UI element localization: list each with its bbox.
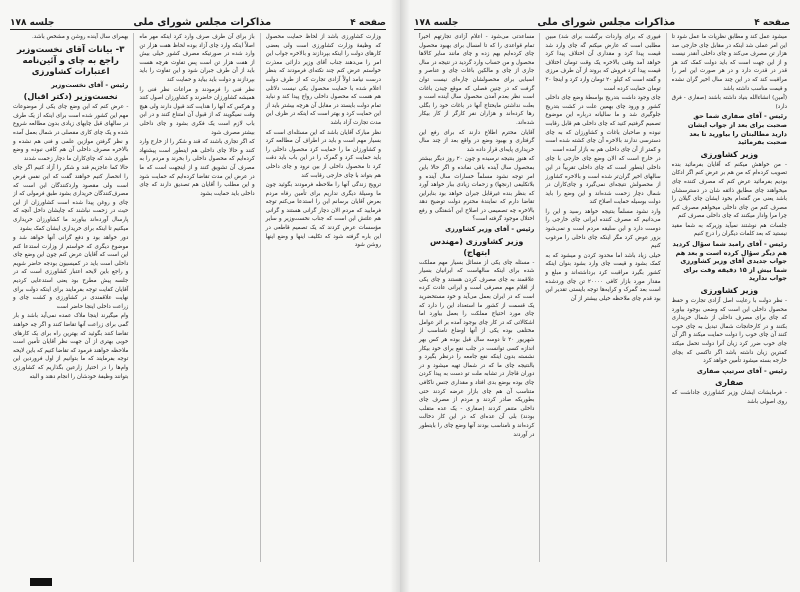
- speaker-heading: وزیر کشاورزی (مهندس ابتهاج): [430, 236, 524, 257]
- paragraph: - نظر دولت با رعایت اصل آزادی تجارت و حفظ محصول داخلی این است که وضعی بوجود بیاورد که چای برای مصرف داخلی از شمال خریداری بکنند و در کارخانجات شمال تبدیل به چای خوب کنند آن چای خوب را دولت حمایت میکند و اگر آن چای خوب ضرر کرد زیان آنرا دولت تحمل میکند کمترین زیان داشته باشد اگر تاکسی که بچای خارجه بسته میشود تأمین خواهد کرد: [671, 298, 787, 365]
- speaker-label: رئیس - آقای سرتیپ صفاری: [696, 366, 787, 375]
- page-number: صفحه ۴: [350, 18, 386, 28]
- gutter-shadow: [390, 0, 400, 592]
- print-mark: [30, 578, 52, 586]
- paragraph: (آمین) انشاءالله بنیاد داشته باشند (صفاری - فرق دارد): [671, 95, 787, 110]
- paragraph: خیلی زیاد باشد اما محدود کردن و میشود که به کمک بشود و قیمت چای وارد بشود بنوان اینکه کشور بگیرد مراقبت کرد برداشته‌اند و مبلغ و مقدار مورد بازار کافی ۲۰۰۰۰ تن چای وردشده است بعد گمرک و کرایه‌ها توجه بایستی تقدیر این بود قدم چای ملاحظه خیلی بیشتر از آن: [545, 252, 661, 302]
- section-heading: ۳- بیانات آقای نخست‌وزیر راجع به چای و آئین‌نامه اعتبارات کشاورزی: [16, 44, 125, 77]
- paragraph: بهمرای سال آینده روشن و مشخص باشد.: [32, 34, 129, 40]
- column-container: [414, 33, 792, 562]
- column-container: [8, 33, 386, 562]
- column: [666, 33, 792, 562]
- speaker-label: رئیس - آقای رامبد شما سؤال کردید هم دیگر سؤال کرده است و بعد هم جواب جدیدی آقای وزیر کشاورزی شما بیش از ۱۵ دقیقه وقت برای جواب ندارید: [672, 240, 787, 283]
- paragraph: وزارت کشاورزی باشد از لحاظ حمایت محصول که وظیفهٔ وزارت کشاورزی است ولی بعضی کارهای دولت را اینکه بپردازند و بالاخره جواب این امر را می‌دهند جناب آقای وزیر دارائی معذرت خواستم عرض کنم چند نکته‌ای فرمودند که بنظر درست نیامد اولاً آزادی تجارت که از طرف دولت اعلام شده با حمایت محصول یکی نیست دلائلی هم هست که محصول داخلی رواج پیدا کند و نباید تمام دولت بایستد در مقابل آن هرچه بیشتر باید از این حمایت کرد و بهتر است که اینکه در ظرف این مدت تجارت آزاد باشد: [265, 34, 381, 126]
- column: [414, 33, 539, 562]
- speaker-heading: وزیر کشاورزی: [700, 286, 759, 296]
- paragraph: نظر مبارک آقایان باشد که این مسئله‌ای است که بسیار مهم است و باید در اطراف آن مطالعه کرد و کشاورزان ما را حمایت کرد محصول داخلی را باید حمایت کرد و گمرک را در این باب باید دقت کرد تا محصول داخلی از بین نرود و چای داخلی هم بتواند با چای خارجی رقابت کند: [265, 129, 381, 179]
- publication-title: مذاکرات مجلس شورای ملی: [537, 17, 676, 28]
- session-number: جلسه ۱۷۸: [414, 18, 459, 28]
- paragraph: میشود عمل کند و مطابق نظریات ما عمل شود تا این امر عملی شد اینکه در مقابل چای خارجی صد هزار تن مصرف می‌کند و چای داخلی آنقدر نیست و از این جهت است که باید دولت کمک کند هر قدر در قدرت دارد و در هر صورت این امر را مراقبت کند که در این چند سال اخیر گران نشده و قیمت مناسب داشته باشد: [671, 34, 787, 92]
- speaker-label: رئیس - آقای نخست‌وزیر: [51, 80, 129, 89]
- page-header: [10, 12, 386, 28]
- header-rule: [10, 29, 386, 30]
- speaker-label: رئیس - آقای صفاری شما حق صحبت برای بعد از جواب ایشان دارید مطالبتان را بیاورید تا بعد صحبت بفرمائید: [687, 112, 787, 147]
- session-number: جلسه ۱۷۸: [10, 18, 55, 28]
- paragraph: وام میگیرند اینجا ملاک عمده نمی‌آید باشد و بار گمی برای زراعت آنها تقاضا کنند و اگر چه خواهند تقاضا کنند بگوئید که بهترین راه برای یک کارهای خوبی بهتری از آن جهت نظر آقایان تأمین است ملاحظه خواهند فرمود که تقاضا کنیم که باین لایحه توجه بفرمایند که ما بتوانیم از اول فروردین این وام‌ها را در اختیار زارعین بگذاریم که کشاورزی بتوانند وظیفهٔ خودشان را انجام دهند و البته: [13, 313, 129, 380]
- right-page: [400, 0, 800, 592]
- paragraph: که اگر تجاری باشند که قند و شکر را از خارج وارد کنند و حالا چای داخلی هم اینطور است پیشنهاد کرده‌ایم که محصول داخلی را بخرند و مردم را به مصرف آن تشویق کنند و از اینجهت است که ما در عرض این مدت تقاضا کرده‌ایم که حمایت شود و این مطلب را آقایان هم تصدیق دارند که چای داخلی باید حمایت بشود: [139, 139, 255, 197]
- page-header: [414, 12, 790, 28]
- speaker-heading: وزیر کشاورزی: [700, 149, 759, 159]
- column: [8, 33, 133, 562]
- speaker-heading: نخست‌وزیر (دکتر اقبال): [23, 92, 118, 102]
- paragraph: آقایان محترم اطلاع دارند که برای رفع این گرفتاری و بهبود وضع در واقع بعد از چند سال خریداری پایه‌ای قرار داده شد: [419, 129, 535, 153]
- paragraph: - من خواهش میکنم که آقایان بفرمائید بنده تصویب کرده‌ام که من هم بر عرض کنم اگر ادکان بودیم بفرمائید عرض کنم که مصرف کننده چای میخواهند چای مطابق ذائقه شان در دسترسشان باشد یعنی من گفته‌ام بخود ایشان چای گیلان را مصرف کنم من چای داخلی میخواهم مصرف کنم چرا مرا وادار میکنند که چای داخلی مصرف کنم: [671, 161, 787, 220]
- paragraph: حالا کما عاجزیم قند و شکر را آزاد کنیم اگر چای را انحصار کنیم خواهند گفت که این نفس فرض است ولی مقصود واردکنندگان این است که مصرف‌کنندگان خریداری بشود طبق فرمولی که از چای و روغن پیدا شده است کشاورزان از این حیث در زحمت نباشند که چایشان داخل آنچه که پارسال آورده‌اند بیاورند ما کشاورزان خریداری میکنیم تا اینکه برای خریداری ایشان کمک بشود: [13, 165, 129, 232]
- column: [260, 33, 386, 562]
- paragraph: نظر فنی را فرمودند و مراعات نظر فنی را همیشه کشاورزان حاضرند و کشاورزان اصول کنند و هرکس که آنها را هدایت کند قبول دارند ولی هیچ وقت نمیگویند که از قبول آن امتناع کنند و در این باب لازم است یک فکری بشود و چای داخلی بیشتر مصرف شود: [139, 86, 255, 136]
- speaker-label: رئیس - آقای وزیر کشاورزی: [445, 225, 535, 234]
- page-number: صفحه ۴: [754, 18, 790, 28]
- paragraph: دور خواهد بود و دفع گرانی آنها خواهد شد و موضوع دیگری که خواستم از وزارت استدعا کنم این است که آقایان عرض کنم چون این وضع چای داخلی است باید در کمیسیون بودجه حاضر شویم و راجع باین لایحه اعتبار کشاورزی است که در جلسه پیش مطرح بود یعنی استدعایی کردیم آقایان کفایت توجه بفرمایند برای اینکه دولت برای نهایت علاقمندی در کشاورزی و کشت چای و زراعت داخلی اینجا حاضر است: [13, 235, 129, 310]
- paragraph: - عرض کنم که این وضع چای یکی از موضوعات مهم این کشور شده است برای اینکه از یک طرف در سالهای قبل چایهای زیادی بدون مطالعه شروع شده و یک چای کاری مفصلی در شمال بعمل آمده و نظر گرفتن موازین علمی و فنی هم نشده و بالاخره مصرف داخلی آن هم کافی نبوده و وضع طوری شد که چای‌کاران ما دچار زحمت شدند: [13, 104, 129, 162]
- paragraph: باز برای آن طرف صرف وارد کرد اینکه مهر ماه اصلاً اینکه وارد چای آزاد بوده لحاظ هفت هزار تن وارد شده در صورتیکه مصرف کشور خیلی بیش از هفت هزار تن است پس تفاوت هرچه هست باید از آن طرف جبران شود و این تفاوت را باید بپردازند و دولت باید بیاید و حمایت کند: [139, 34, 255, 83]
- gutter-shadow: [400, 0, 410, 592]
- paragraph: در خارج است که الان وضع چای خارجی با چای داخلی اینطور است که چای داخلی تقریباً در این سالهای اخیر گران‌تر شده است و بالاخره کشاورز از محصولش نتیجه‌ای نمی‌گیرد و چای‌کاران در شمال دچار زحمت شده‌اند و این وضع را باید دولت بوسیله حمایت اصلاح کند: [545, 156, 661, 206]
- paragraph: که هنوز بنتیجه نرسیده و چون ۲۰ روز دیگر بیشتر بمحصول سال آینده باقی نمانده و اگر حالا باین امر توجه نشود مسلماً خسارات سال آینده و بلاتکلیفی (رنجها) و زحمات زیادی ببار خواهد آورد که بنظر بنده غیرقابل جبران خواهد بود بنابراین تقاضا دارم که نمایندهٔ محترم دولت توضیح دهد بالاخره چه تصمیمی در اصلاح این آشفتگی و رفع اختلال موجود گرفته است؟: [419, 156, 535, 223]
- paragraph: ترویج زندگی آنها را ملاحظه فرمودند بگوئید چون ما وسیلهٔ دیگری نداریم برای تأمین رفاه مردم بعرض آقایان برسانم این را استدعا می‌کنم توجه فرمایید که مردم الان دچار گرانی هستند و گرانی هم علتش این است که جناب نخست‌وزیر و سایر مؤسسات عرض کردند که یک تصمیم قاطعی در این باره گرفته شود که تکلیف اینها و وضع اینها روشن شود: [265, 182, 381, 249]
- speaker-heading: صفاری: [715, 378, 744, 388]
- paragraph: - مسئله چای یکی از مسائل بسیار مهم مملکت شده برای اینکه سالهاست که ایرانیان بسیار علاقمند به چای مصرف کردن هستند و چای یکی از اقلام مهم مصرفی است و ایرانی عادت کرده است که در ایران بعمل می‌آید و خود مستحضرید یک قسمت از کشور ما استعداد این را دارد که چای مورد احتیاج مملکت را بعمل بیاورد اما اشکالاتی که در کار چای بوجود آمده بر اثر عوامل مختلفی بوده یکی از آنها اوضاع نامناسب از شهریور ۲۰ تا دوسه سال قبل بوده هر کس بهر اندازه کسی توانست در جلب نفع برای خود بیکار نشسته بدون اینکه نفع جامعه را درنظر بگیرد و بالنتیجه چای ما که در شمال تهیه میشود و در دوران قاجار در تشابه ملت تو دست به پیدا کردن چای بوده بوضع بدی افتاد و مقداری جنس ناکافی متناسب آن هم چای بازار عرضه کردند حتی بطوریکه صادر کردند و مردم از مصرف چای داخلی متنفر کردند (صفاری - یک عده متقلب بودند) بلی آن عده‌ای که در این کار دخالت کرده‌اند و نامناسب بودند آنها وضع چای را باینطور در آوردند: [419, 259, 535, 438]
- paragraph: فیوری که برای واردات برگشت برای شد) مبین مطلبی است که عارض میکنم گه چای وارد شد قیمت پیدا کرد و مقداری آن اختلاف پیدا کرد خواهد آمد وقتی بالاخره یک وقت تومان اختلاف قیمت پیدا کرد فروش که بروند از آن طرف مرزی و گفته است که کیلو ۲۰ تومان وارد کرد و اینجا ۳۰ تومان حمایت کرده است: [545, 34, 661, 92]
- column: [133, 33, 259, 562]
- paragraph: - فرمایشات ایشان وزیر کشاورزی جاداشت که روی اصولی باشد: [671, 390, 787, 405]
- paragraph: جلسات هم نوشتند نمیآید وزیرکه به شما مقید نیستید که بعد کلمات دیگران را درج کنیم: [671, 222, 787, 238]
- publication-title: مذاکرات مجلس شورای ملی: [133, 17, 272, 28]
- paragraph: وارد نشود مسلماً بنتیجه خواهد رسید و این را می‌دانیم که مصرف کننده ایرانی چای خارجی را دوست دارد و این سلیقه مردم است و نمی‌شود بزور عوض کرد مگر اینکه چای داخلی را مرغوب کنیم: [545, 208, 661, 250]
- paragraph: مساعدتی می‌شود - اعلام آزادی تجارتهم اخیراً تمام قواعدی را که تا امسال برای بهبود محصول چای کرده‌ایم بهم زده و چای مانند سایر کالاها محصول و من حساب وارد گردید در نتیجه در سال جاری از چای و مالکین باغات چای و عناصر و اسبابی برای محصولشان چاره‌ای نیست توان گرفت که در چنین فصلی که موقع چیدن باغات است نظر بعدم آمدن محصول سال آینده است و بعلت نداشتن مایحتاج آنها در باغات خود را بگلی رها کرده‌اند و هزاران نفر کارگر از کار بیکار شده‌اند.: [419, 34, 535, 126]
- paragraph: چای وجود داشت بتدریج بواسطهٔ وضع چای داخلی کشور و ورود چای بهمین علت در کشت بتدریج جلوگیری شد و ما سالیانه درباره این موضوع تصمیم گرفتیم کنید که چای داخلی هم قابل رقابت نبوده و صاحبان باغات و کشاورزان که به چای دسترسی ندارند بالاخره آن چای کشته شده است و کمتر از آن چای داخلی هم به بازار آمده است: [545, 95, 661, 153]
- header-rule: [414, 29, 790, 30]
- column: [539, 33, 665, 562]
